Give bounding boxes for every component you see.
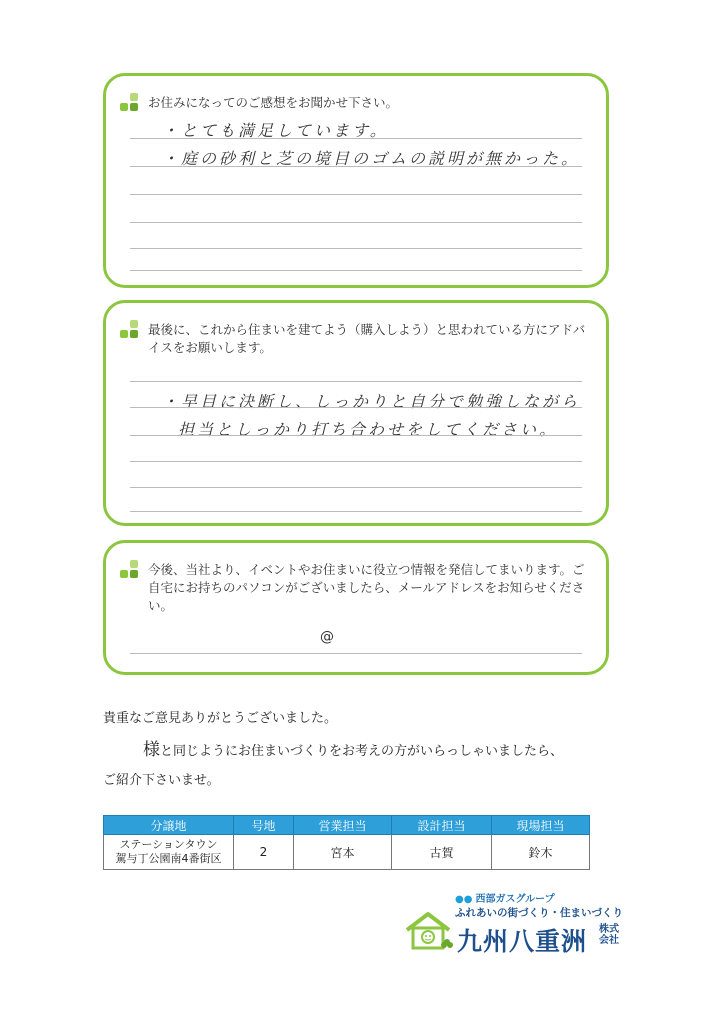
thanks-message: 貴重なご意見ありがとうございました。	[103, 711, 338, 726]
answer-line	[130, 166, 582, 167]
question-box-advice	[103, 300, 609, 526]
intro-message: ご紹介下さいませ。	[103, 773, 220, 788]
email-at-sign: @	[320, 629, 334, 645]
group-name: ●● 西部ガスグループ	[455, 894, 555, 905]
answer-line	[130, 487, 582, 488]
header-sales: 営業担当	[294, 816, 392, 835]
handwritten-answer: ・早目に決断し、しっかりと自分で勉強しながら	[162, 392, 581, 411]
handwritten-answer: 担当としっかり打ち合わせをしてください。	[178, 420, 559, 439]
table-row	[104, 835, 590, 870]
question-box-impressions	[103, 73, 609, 288]
answer-line	[130, 407, 582, 408]
tagline: ふれあいの街づくり・住まいづくり	[455, 907, 623, 919]
staff-info-table	[103, 815, 590, 870]
handwritten-answer: ・とても満足しています。	[162, 121, 389, 140]
house-logo-icon	[403, 910, 453, 950]
question-text: お住みになってのご感想をお聞かせ下さい。	[148, 95, 399, 110]
answer-line	[130, 194, 582, 195]
handwritten-answer: ・庭の砂利と芝の境目のゴムの説明が無かった。	[162, 149, 581, 168]
subdivision-block: 駕与丁公園南4番街区	[115, 852, 222, 865]
table-header-row	[104, 816, 590, 835]
answer-line	[130, 435, 582, 436]
referral-message	[143, 735, 563, 760]
answer-line	[130, 461, 582, 462]
honorific: 様	[143, 740, 160, 760]
corporate-type: 株式会社	[599, 924, 619, 946]
bullet-squares-icon	[120, 93, 140, 113]
question-box-email	[103, 540, 609, 675]
answer-line	[130, 138, 582, 139]
referral-text: と同じようにお住まいづくりをお考えの方がいらっしゃいましたら、	[160, 744, 564, 759]
cell-lot: 2	[234, 835, 294, 870]
header-site: 現場担当	[492, 816, 590, 835]
header-lot: 号地	[234, 816, 294, 835]
company-logo	[403, 888, 633, 958]
answer-line	[130, 381, 582, 382]
question-text: 最後に、これから住まいを建てよう（購入しよう）と思われている方にアドバイスをお願いします。	[148, 322, 586, 355]
cell-site-manager: 鈴木	[492, 835, 590, 870]
subdivision-name: ステーションタウン	[119, 838, 218, 851]
company-name: 九州八重洲	[457, 927, 588, 956]
cell-design: 古賀	[392, 835, 492, 870]
bullet-squares-icon	[120, 320, 140, 340]
bullet-squares-icon	[120, 560, 140, 580]
header-design: 設計担当	[392, 816, 492, 835]
question-text: 今後、当社より、イベントやお住まいに役立つ情報を発信してまいります。ご自宅にお持ちのパソコンがございましたら、メールアドレスをお知らせください。	[148, 562, 585, 613]
answer-line	[130, 248, 582, 249]
group-mark-icon: ●●	[455, 894, 473, 905]
cell-sales: 宮本	[294, 835, 392, 870]
answer-line	[130, 511, 582, 512]
email-line	[130, 653, 582, 654]
cell-subdivision	[104, 835, 234, 870]
answer-line	[130, 270, 582, 271]
header-subdivision: 分譲地	[104, 816, 234, 835]
answer-line	[130, 222, 582, 223]
